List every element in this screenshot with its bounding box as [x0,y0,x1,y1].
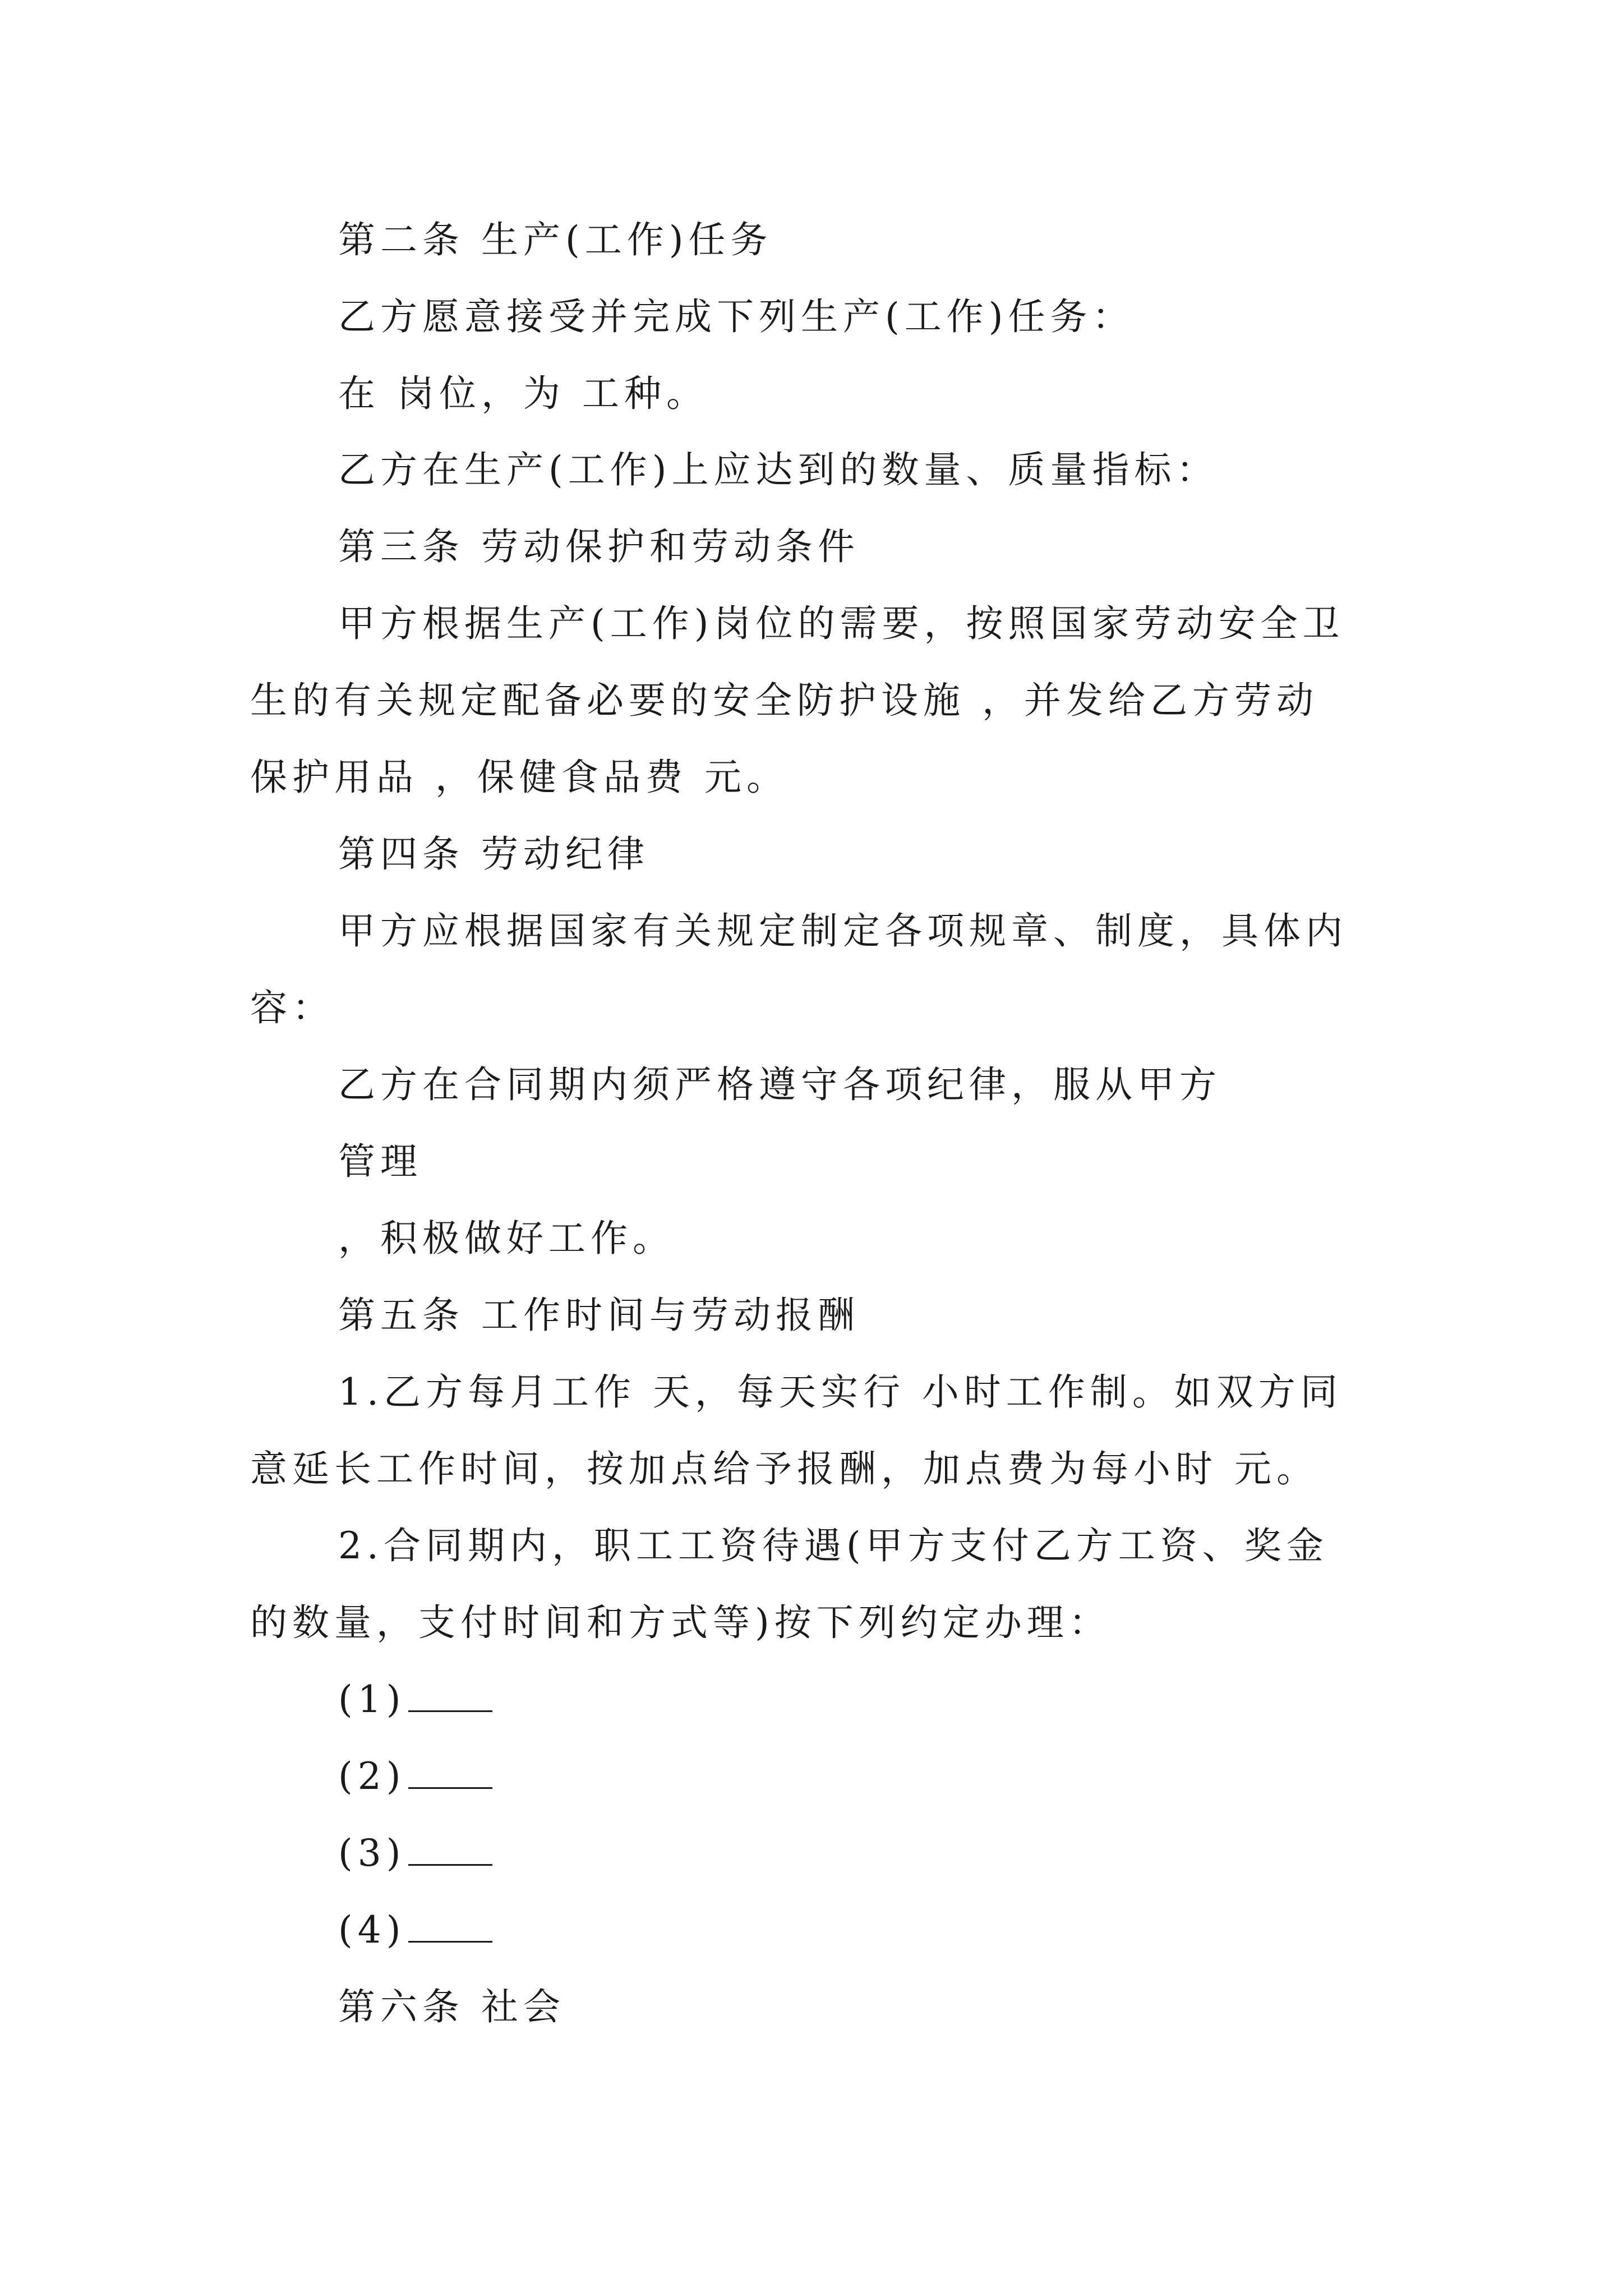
paragraph-line: ，积极做好工作。 [338,1217,675,1260]
paragraph-line: 在 岗位，为 工种。 [338,372,708,415]
list-item [338,1754,492,1799]
paragraph-line: 乙方在合同期内须严格遵守各项纪律，服从甲方 [338,1063,1221,1106]
list-item [338,1908,492,1953]
paragraph-line: 生的有关规定配备必要的安全防护设施 ，并发给乙方劳动 [250,679,1318,722]
list-item [338,1677,492,1722]
list-item-number: (1) [338,1678,406,1721]
list-item [338,1831,492,1876]
blank-underline [408,1679,492,1712]
paragraph-line: 保护用品 ，保健食品费 元。 [250,756,789,799]
paragraph-line: 的数量，支付时间和方式等)按下列约定办理： [250,1601,1111,1644]
article-4-heading: 第四条 劳动纪律 [338,832,649,876]
article-5-heading: 第五条 工作时间与劳动报酬 [338,1294,860,1337]
paragraph-line: 意延长工作时间，按加点给予报酬，加点费为每小时 元。 [250,1447,1318,1490]
paragraph-line: 乙方在生产(工作)上应达到的数量、质量指标： [338,448,1219,491]
paragraph-line: 乙方愿意接受并完成下列生产(工作)任务： [338,295,1135,338]
article-2-heading: 第二条 生产(工作)任务 [338,218,773,261]
blank-underline [408,1756,492,1789]
paragraph-line: 1.乙方每月工作 天，每天实行 小时工作制。如双方同 [338,1370,1343,1414]
blank-underline [408,1833,492,1866]
paragraph-line: 甲方根据生产(工作)岗位的需要，按照国家劳动安全卫 [338,602,1345,645]
paragraph-line: 管理 [338,1140,422,1183]
list-item-number: (2) [338,1755,406,1798]
paragraph-line: 2.合同期内，职工工资待遇(甲方支付乙方工资、奖金 [338,1524,1329,1567]
list-item-number: (3) [338,1832,406,1875]
list-item-number: (4) [338,1908,406,1952]
paragraph-line: 容： [250,986,334,1029]
paragraph-line: 甲方应根据国家有关规定制定各项规章、制度，具体内 [338,909,1348,953]
blank-underline [408,1910,492,1943]
article-3-heading: 第三条 劳动保护和劳动条件 [338,525,860,568]
article-6-heading: 第六条 社会 [338,1985,565,2028]
